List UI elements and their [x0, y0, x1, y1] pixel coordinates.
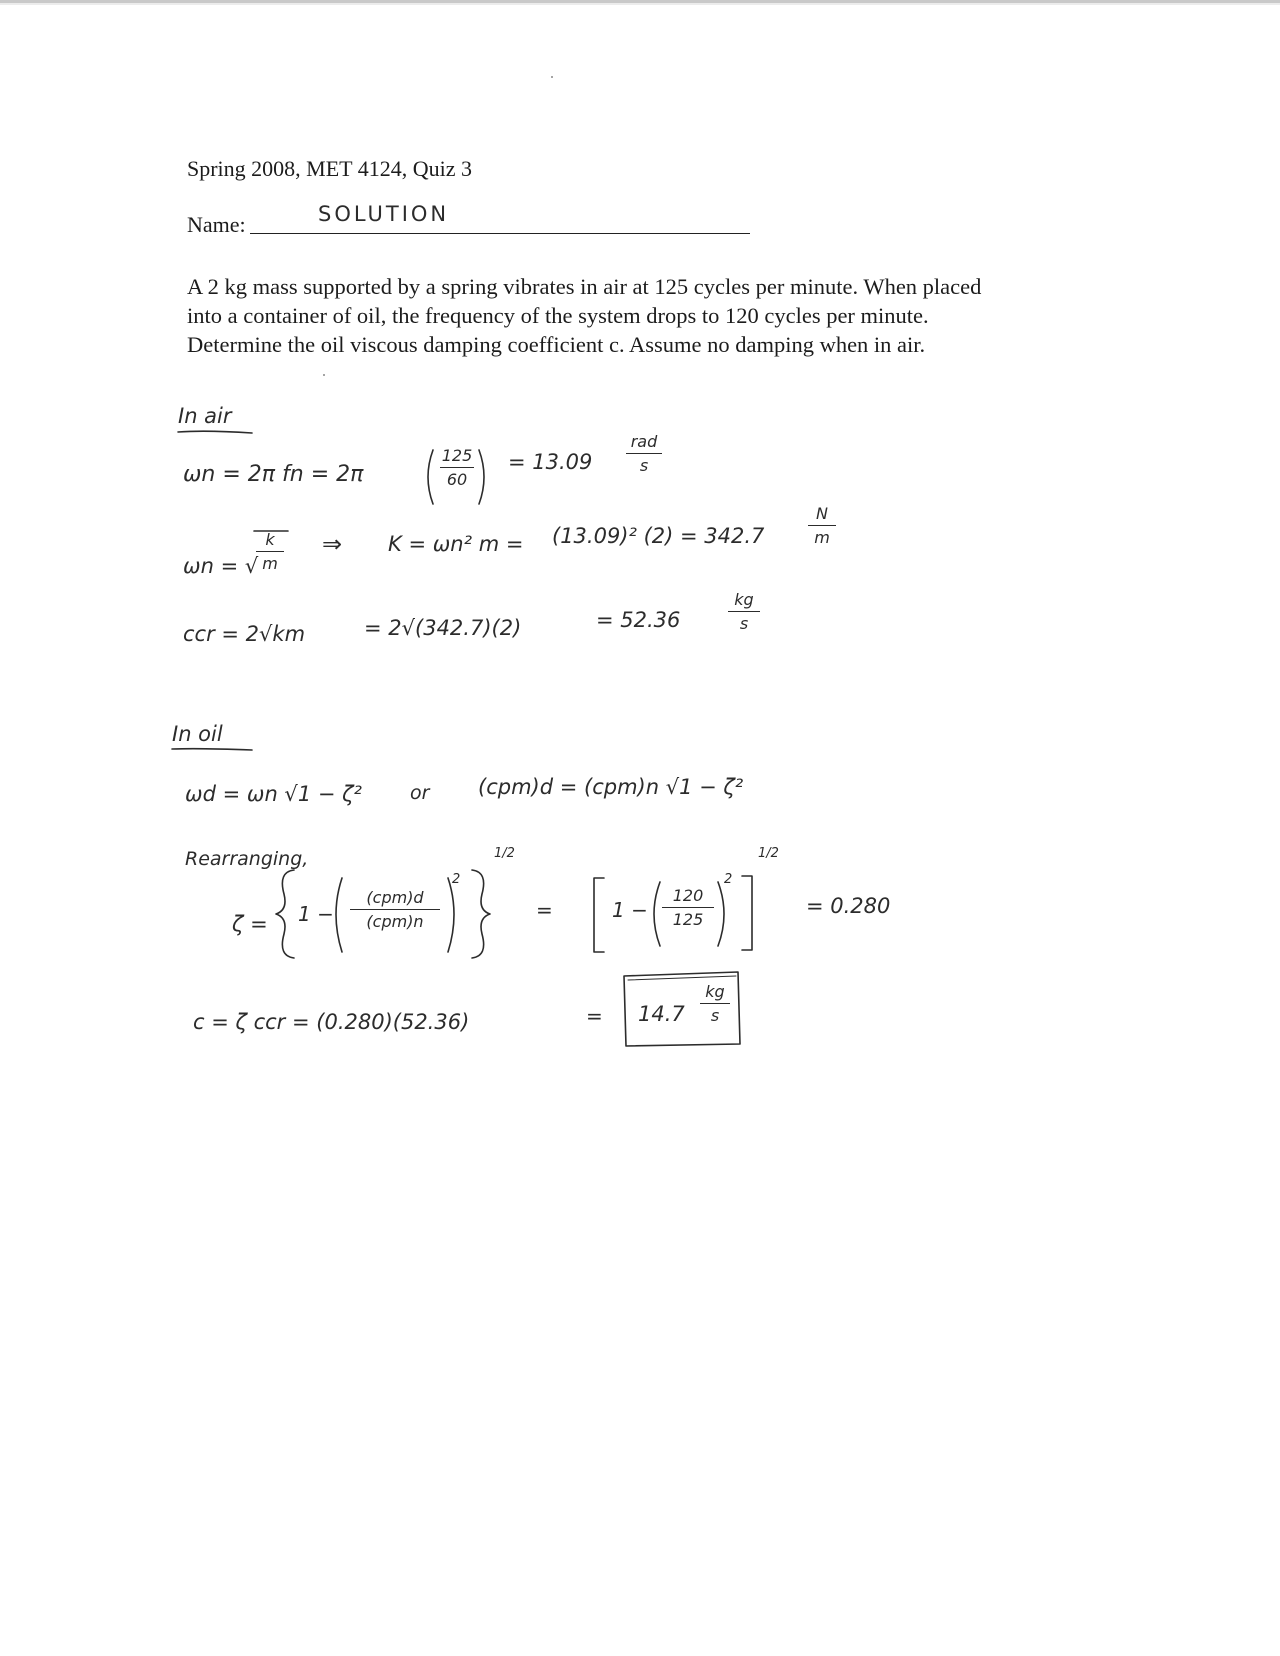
course-title: Spring 2008, MET 4124, Quiz 3	[187, 156, 472, 181]
eq5-fraction	[350, 888, 440, 931]
eq3-unit-den: s	[739, 614, 749, 633]
scan-top-edge-shadow	[0, 3, 1280, 5]
eq5-mid-exponent: 1/2	[758, 846, 779, 861]
eq5-exponent: 1/2	[494, 846, 515, 861]
rearranging-label: Rearranging,	[185, 848, 309, 870]
problem-line: Determine the oil viscous damping coefficient c. Assume no damping when in air.	[187, 332, 926, 357]
problem-statement	[187, 272, 1107, 359]
eq2-unit-num: N	[816, 504, 828, 523]
fraction-bar	[808, 525, 836, 526]
eq5-mid-den: 125	[672, 910, 704, 929]
scan-speck	[551, 76, 553, 78]
eq1-frac-den: 60	[446, 470, 468, 489]
eq5-result: = 0.280	[806, 894, 891, 918]
eq5-mid-fraction	[662, 886, 714, 929]
eq5-frac-num: (cpm)d	[366, 888, 424, 907]
eq3-result: = 52.36	[596, 608, 681, 632]
eq2-sqrt-bar	[252, 528, 292, 534]
eq2-lhs: ωn = √	[183, 554, 259, 578]
eq2-calc: (13.09)² (2) = 342.7	[552, 524, 765, 548]
eq2-sqrt-num: k	[265, 530, 275, 549]
name-label: Name:	[187, 212, 246, 237]
eq2-unit	[808, 504, 836, 547]
eq5-mid-num: 120	[672, 886, 704, 905]
problem-line: into a container of oil, the frequency of the system drops to 120 cycles per minute.	[187, 303, 929, 328]
scan-speck	[323, 374, 325, 376]
fraction-bar	[700, 1003, 730, 1004]
air-heading-underline	[176, 428, 256, 436]
eq4-or: or	[410, 782, 430, 804]
problem-line: A 2 kg mass supported by a spring vibrates in air at 125 cycles per minute. When placed	[187, 274, 982, 299]
eq2-sqrt-den: m	[262, 554, 278, 573]
name-underline	[250, 233, 750, 234]
eq1-result: = 13.09	[508, 450, 593, 474]
eq1-fraction	[440, 446, 474, 489]
answer-unit-den: s	[710, 1006, 720, 1025]
eq2-unit-den: m	[814, 528, 830, 547]
answer-value: 14.7	[638, 1002, 685, 1026]
name-value: SOLUTION	[318, 202, 450, 226]
eq5-square: 2	[452, 872, 461, 887]
eq5-lhs: ζ =	[232, 912, 268, 936]
eq5-equals: =	[536, 898, 553, 922]
fraction-bar	[728, 611, 760, 612]
eq1-unit	[626, 432, 662, 475]
fraction-bar	[440, 467, 474, 468]
eq3-mid: = 2√(342.7)(2)	[364, 616, 522, 640]
eq1-unit-num: rad	[630, 432, 658, 451]
eq6-lhs: c = ζ ccr = (0.280)(52.36)	[193, 1010, 470, 1034]
eq5-inner-one: 1 −	[298, 902, 334, 926]
eq2-mid: K = ωn² m =	[388, 532, 524, 556]
oil-heading-underline	[170, 745, 256, 753]
eq6-equals: =	[586, 1004, 603, 1028]
eq3-unit-num: kg	[734, 590, 754, 609]
eq2-arrow: ⇒	[322, 530, 343, 558]
answer-unit-num: kg	[705, 982, 725, 1001]
fraction-bar	[350, 909, 440, 910]
eq1-unit-den: s	[639, 456, 649, 475]
oil-heading: In oil	[172, 722, 223, 746]
eq4-lhs: ωd = ωn √1 − ζ²	[185, 782, 362, 806]
eq5-frac-den: (cpm)n	[366, 912, 424, 931]
eq1-frac-num: 125	[441, 446, 473, 465]
eq1-lhs: ωn = 2π fn = 2π	[183, 462, 364, 487]
eq5-mid-square: 2	[724, 872, 733, 887]
fraction-bar	[662, 907, 714, 908]
fraction-bar	[626, 453, 662, 454]
eq2-sqrt-fraction	[256, 530, 284, 573]
answer-unit	[700, 982, 730, 1025]
eq3-unit	[728, 590, 760, 633]
air-heading: In air	[178, 404, 232, 428]
eq4-rhs: (cpm)d = (cpm)n √1 − ζ²	[478, 775, 744, 799]
fraction-bar	[256, 551, 284, 552]
eq5-mid-one: 1 −	[612, 898, 648, 922]
eq3-lhs: ccr = 2√km	[183, 622, 306, 646]
